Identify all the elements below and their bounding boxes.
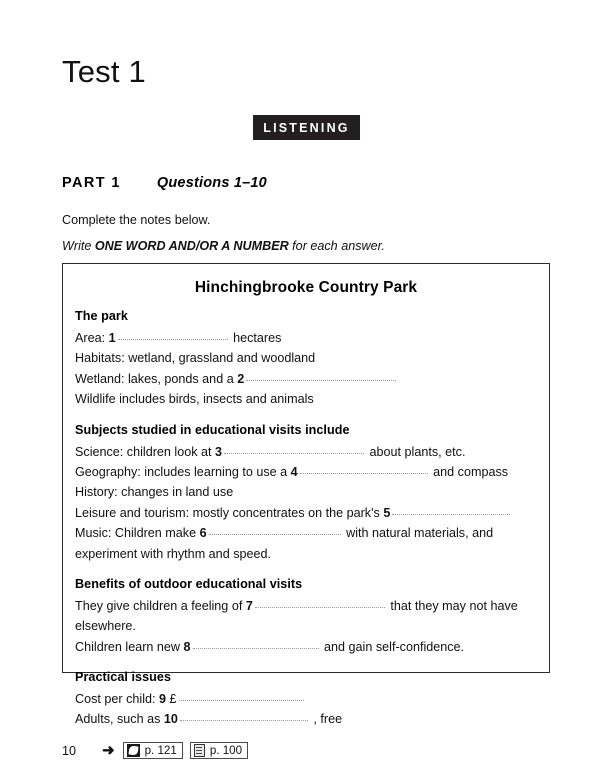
answer-blank-9[interactable] xyxy=(179,700,304,701)
section-spacer xyxy=(75,564,537,577)
instruction-prefix: Write xyxy=(62,239,95,253)
page-title: Test 1 xyxy=(62,54,146,89)
note-text-pre: Leisure and tourism: mostly concentrates on the park's xyxy=(75,505,384,520)
note-line-q6 xyxy=(75,523,537,564)
instruction-complete-notes: Complete the notes below. xyxy=(62,213,211,227)
section-spacer xyxy=(75,410,537,423)
note-text-pre: Geography: includes learning to use a xyxy=(75,464,291,479)
note-text-pre: Adults, such as xyxy=(75,712,164,727)
note-text-pre: Children learn new xyxy=(75,639,184,654)
instruction-write-answer xyxy=(62,238,385,254)
section-heading-subjects: Subjects studied in educational visits include xyxy=(75,422,350,437)
question-number-4: 4 xyxy=(290,464,298,479)
question-number-5: 5 xyxy=(383,505,391,520)
section-heading-benefits: Benefits of outdoor educational visits xyxy=(75,576,303,591)
note-text-pre: History: changes in land use xyxy=(75,485,234,500)
answer-blank-5[interactable] xyxy=(392,514,510,515)
question-number-9: 9 xyxy=(159,692,167,707)
note-line-q3 xyxy=(75,442,537,462)
section-heading-practical: Practical issues xyxy=(75,670,172,685)
note-text-post: and gain self-confidence. xyxy=(320,639,465,654)
note-text-pre: Habitats: wetland, grassland and woodland xyxy=(75,351,316,366)
note-text-pre: Cost per child: xyxy=(75,692,159,707)
note-line-q1 xyxy=(75,328,537,348)
notes-title: Hinchingbrooke Country Park xyxy=(194,279,418,296)
question-number-2: 2 xyxy=(237,371,245,386)
answer-blank-4[interactable] xyxy=(300,473,428,474)
note-line-q7 xyxy=(75,596,537,637)
note-text-post: with natural materials, and experiment with rhythm and speed. xyxy=(75,526,494,561)
section-heading-the-park: The park xyxy=(75,309,128,323)
note-text-post: , free xyxy=(309,712,343,727)
note-text-pre: Music: Children make xyxy=(75,526,200,541)
reference-label: p. 121 xyxy=(144,743,177,757)
answer-blank-2[interactable] xyxy=(246,380,396,381)
page-footer xyxy=(62,742,255,759)
instruction-suffix: for each answer. xyxy=(288,239,385,253)
reference-label: p. 100 xyxy=(209,743,243,757)
answer-blank-8[interactable] xyxy=(193,648,319,649)
reference-audio-script[interactable] xyxy=(123,742,183,759)
book-page-icon xyxy=(194,744,205,757)
note-line-q2 xyxy=(75,369,537,389)
note-text-post: and compass xyxy=(429,464,509,479)
note-line-history xyxy=(75,482,537,502)
section-badge-listening: LISTENING xyxy=(253,115,360,140)
question-number-6: 6 xyxy=(199,526,207,541)
note-text-post: about plants, etc. xyxy=(366,444,466,459)
answer-blank-10[interactable] xyxy=(180,720,308,721)
part-label: PART 1 xyxy=(62,175,121,191)
part-header xyxy=(62,175,267,191)
answer-blank-6[interactable] xyxy=(209,534,341,535)
note-line-wildlife xyxy=(75,389,537,409)
question-number-7: 7 xyxy=(245,598,253,613)
part-questions-range: Questions 1–10 xyxy=(156,175,267,191)
note-line-q9 xyxy=(75,689,537,709)
note-text-pre: Area: xyxy=(75,331,109,345)
note-line-q10 xyxy=(75,709,537,729)
note-text-post: hectares xyxy=(229,331,282,345)
note-text-pre: Wetland: lakes, ponds and a xyxy=(75,371,238,386)
note-text-pre: Wildlife includes birds, insects and animals xyxy=(75,392,314,407)
answer-blank-3[interactable] xyxy=(224,453,364,454)
answer-blank-1[interactable] xyxy=(118,339,228,340)
note-line-habitats xyxy=(75,348,537,368)
answer-blank-7[interactable] xyxy=(255,607,385,608)
note-text-pre: Science: children look at xyxy=(75,444,216,459)
question-number-10: 10 xyxy=(163,712,178,727)
instruction-emphasis: ONE WORD AND/OR A NUMBER xyxy=(94,239,289,253)
arrow-right-icon: ➜ xyxy=(102,742,115,759)
page-number: 10 xyxy=(62,743,77,758)
notes-box xyxy=(62,263,550,727)
currency-symbol: £ xyxy=(169,692,177,707)
note-text-post: that they may not have elsewhere. xyxy=(75,598,518,634)
question-number-3: 3 xyxy=(215,444,223,459)
note-line-q5 xyxy=(75,503,537,523)
note-text-pre: They give children a feeling of xyxy=(75,598,246,613)
question-number-8: 8 xyxy=(183,639,191,654)
question-number-1: 1 xyxy=(108,331,116,345)
reference-answer-key[interactable] xyxy=(190,742,248,759)
audio-disc-icon xyxy=(127,744,140,757)
section-spacer xyxy=(75,657,537,670)
note-line-q8 xyxy=(75,637,537,657)
note-line-q4 xyxy=(75,462,537,482)
